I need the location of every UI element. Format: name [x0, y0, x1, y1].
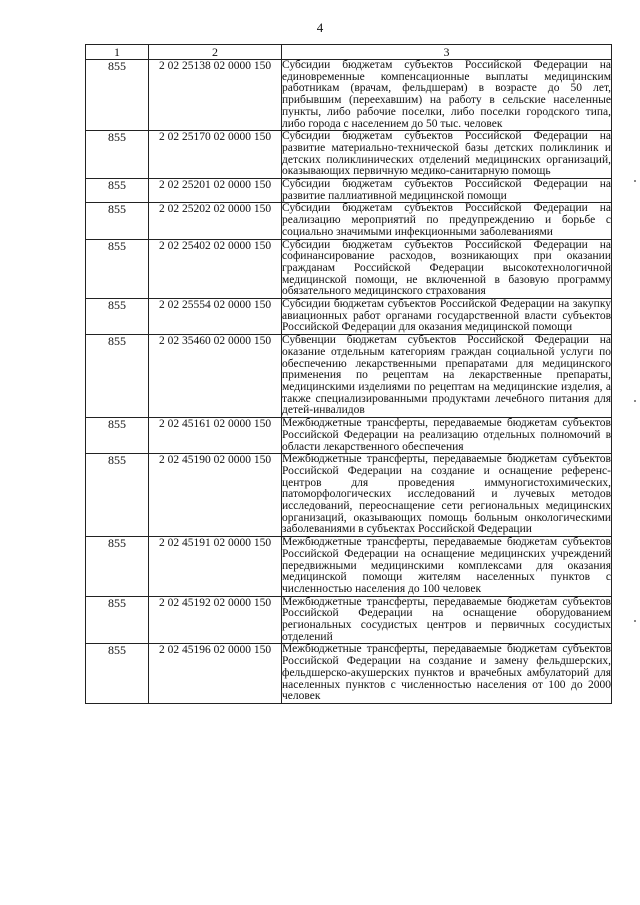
table-row	[86, 644, 612, 704]
column-header-1: 1	[86, 45, 149, 60]
page-number: 4	[316, 20, 324, 35]
table-row	[86, 454, 612, 537]
kbk-code-cell: 2 02 25201 02 0000 150	[149, 179, 282, 203]
revenue-name-cell: Межбюджетные трансферты, передаваемые бюджетам субъектов Российской Федерации на оснащение медицинских учреждений передвижными медицинскими комплексами для оказания медицинской помощи жителям населенных пунктов с численностью населения до 100 человек	[282, 536, 611, 595]
kbk-code-cell: 2 02 45196 02 0000 150	[149, 644, 282, 704]
table-row	[86, 537, 612, 597]
column-header-3: 3	[282, 45, 612, 60]
admin-code-cell: 855	[86, 299, 149, 335]
kbk-code-cell: 2 02 45190 02 0000 150	[149, 454, 282, 537]
table-row	[86, 60, 612, 131]
table-row	[86, 131, 612, 179]
admin-code-cell: 855	[86, 203, 149, 239]
revenue-name-cell: Субсидии бюджетам субъектов Российской Федерации на реализацию мероприятий по предупреждению и борьбе с социально значимыми инфекционными заболеваниями	[282, 202, 611, 238]
admin-code-cell: 855	[86, 239, 149, 299]
revenue-name-cell: Межбюджетные трансферты, передаваемые бюджетам субъектов Российской Федерации на создание и замену фельдшерских, фельдшерско-акушерских пунктов и врачебных амбулаторий для населенных пунктов с численностью населения от 100 до 2000 человек	[282, 643, 611, 703]
revenue-name-cell: Субсидии бюджетам субъектов Российской Федерации на развитие материально-технической базы детских поликлиник и детских поликлинических отделений медицинских организаций, оказывающих первичную медико-санитарную помощь	[282, 130, 611, 178]
kbk-code-cell: 2 02 25170 02 0000 150	[149, 131, 282, 179]
revenue-name-cell: Субсидии бюджетам субъектов Российской Федерации на софинансирование расходов, возникающих при оказании гражданам Российской Федерации высокотехнологичной медицинской помощи, не включенной в базовую программу обязательного медицинского страхования	[282, 238, 611, 298]
revenue-name-cell: Субвенции бюджетам субъектов Российской Федерации на оказание отдельным категориям граждан социальной услуги по обеспечению лекарственными препаратами для медицинского применения по рецептам на лекарственные препараты, медицинскими изделиями по рецептам на медицинские изделия, а также специализированными продуктами лечебного питания для детей-инвалидов	[282, 334, 611, 417]
admin-code-cell: 855	[86, 596, 149, 644]
scan-speck	[634, 400, 636, 402]
kbk-code-cell: 2 02 25202 02 0000 150	[149, 203, 282, 239]
kbk-code-cell: 2 02 25138 02 0000 150	[149, 60, 282, 131]
kbk-code-cell: 2 02 45161 02 0000 150	[149, 418, 282, 454]
admin-code-cell: 855	[86, 179, 149, 203]
budget-classification-table	[85, 44, 612, 704]
revenue-name-cell: Субсидии бюджетам субъектов Российской Федерации на закупку авиационных работ органами государственной власти субъектов Российской Федерации для оказания медицинской помощи	[282, 298, 611, 334]
admin-code-cell: 855	[86, 60, 149, 131]
revenue-name-cell: Субсидии бюджетам субъектов Российской Федерации на развитие паллиативной медицинской помощи	[282, 178, 611, 202]
admin-code-cell: 855	[86, 537, 149, 597]
table-row	[86, 418, 612, 454]
admin-code-cell: 855	[86, 418, 149, 454]
kbk-code-cell: 2 02 35460 02 0000 150	[149, 335, 282, 418]
table-row	[86, 299, 612, 335]
revenue-name-cell: Субсидии бюджетам субъектов Российской Федерации на единовременные компенсационные выплаты медицинским работникам (врачам, фельдшерам) в возрасте до 50 лет, прибывшим (переехавшим) на работу в сельские населенные пункты, либо рабочие поселки, либо поселки городского типа, либо города с населением до 50 тыс. человек	[282, 59, 611, 130]
kbk-code-cell: 2 02 25554 02 0000 150	[149, 299, 282, 335]
revenue-name-cell: Межбюджетные трансферты, передаваемые бюджетам субъектов Российской Федерации на создание и оснащение референс-центров для проведения иммуногистохимических, патоморфологических исследований и лучевых методов исследований, переоснащение сети региональных медицинских организаций, оказывающих помощь больным онкологическими заболеваниями в субъектах Российской Федерации	[282, 453, 611, 536]
admin-code-cell: 855	[86, 335, 149, 418]
table-row	[86, 596, 612, 644]
kbk-code-cell: 2 02 25402 02 0000 150	[149, 239, 282, 299]
table-row	[86, 335, 612, 418]
scan-speck	[634, 620, 636, 622]
table-header-row	[86, 45, 612, 60]
admin-code-cell: 855	[86, 131, 149, 179]
admin-code-cell: 855	[86, 644, 149, 704]
scan-speck	[634, 180, 636, 182]
revenue-name-cell: Межбюджетные трансферты, передаваемые бюджетам субъектов Российской Федерации на реализацию отдельных полномочий в области лекарственного обеспечения	[282, 417, 611, 453]
admin-code-cell: 855	[86, 454, 149, 537]
table-row	[86, 179, 612, 203]
table-row	[86, 239, 612, 299]
kbk-code-cell: 2 02 45191 02 0000 150	[149, 537, 282, 597]
revenue-name-cell: Межбюджетные трансферты, передаваемые бюджетам субъектов Российской Федерации на оснащение оборудованием региональных сосудистых центров и первичных сосудистых отделений	[282, 595, 611, 643]
table-row	[86, 203, 612, 239]
column-header-2: 2	[149, 45, 282, 60]
kbk-code-cell: 2 02 45192 02 0000 150	[149, 596, 282, 644]
